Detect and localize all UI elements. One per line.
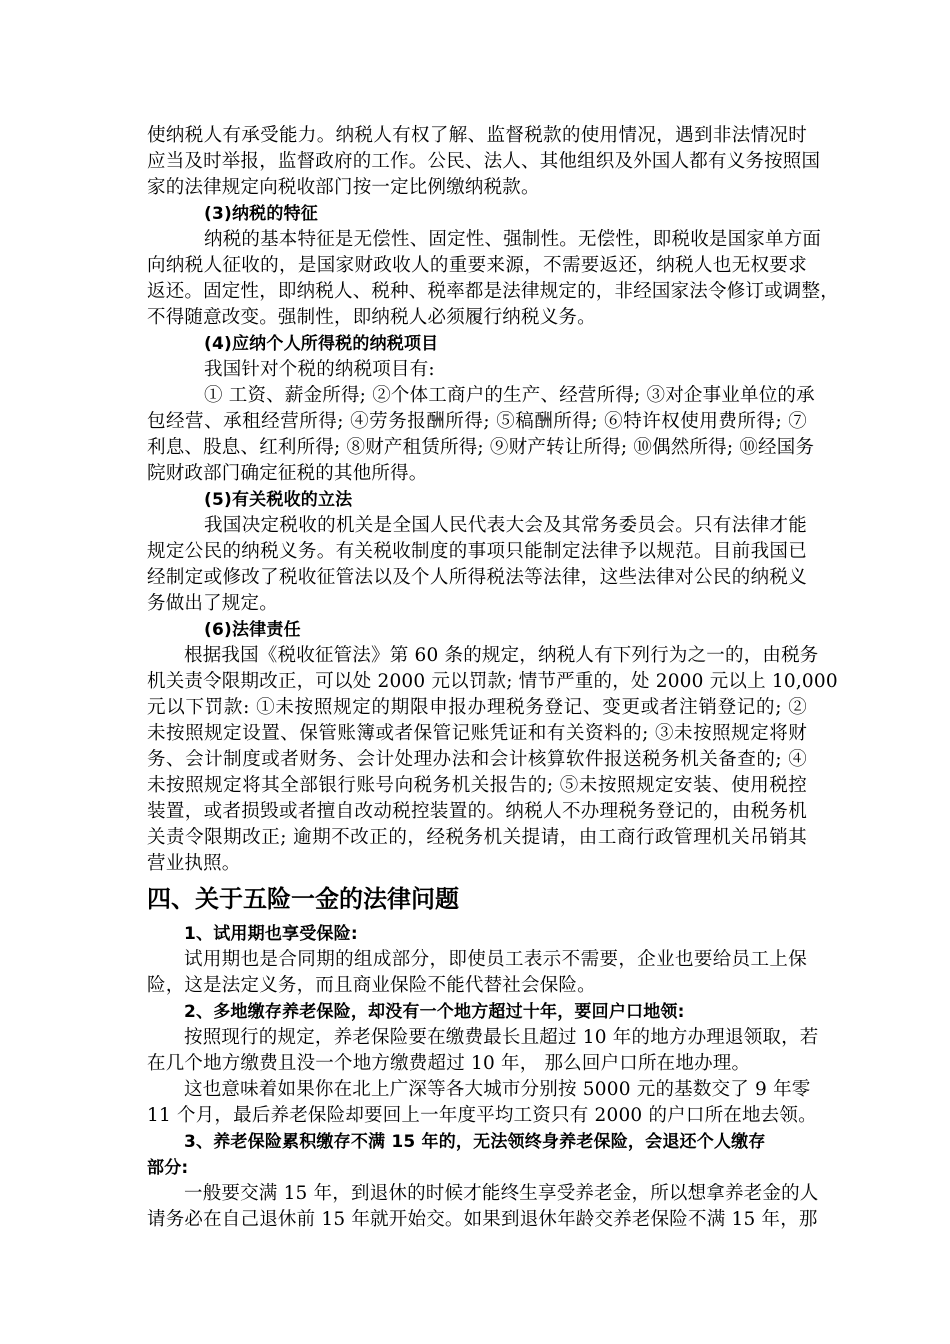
text-line: 院财政部门确定征税的其他所得。	[147, 463, 428, 484]
text-line: 我国针对个税的纳税项目有:	[204, 359, 435, 380]
subheading: 部分:	[147, 1158, 189, 1178]
text-line: 经制定或修改了税收征管法以及个人所得税法等法律，这些法律对公民的纳税义	[147, 567, 807, 588]
text-line: 在几个地方缴费且没一个地方缴费超过 10 年， 那么回户口所在地办理。	[147, 1053, 751, 1074]
text-line: 纳税的基本特征是无偿性、固定性、强制性。无偿性，即税收是国家单方面	[204, 229, 822, 250]
text-line: ① 工资、薪金所得; ②个体工商户的生产、经营所得; ③对企事业单位的承	[204, 385, 815, 406]
text-line: 试用期也是合同期的组成部分，即使员工表示不需要，企业也要给员工上保	[184, 949, 807, 970]
text-line: 我国决定税收的机关是全国人民代表大会及其常务委员会。只有法律才能	[204, 515, 807, 536]
text-line: 险，这是法定义务，而且商业保险不能代替社会保险。	[147, 975, 596, 996]
text-line: 使纳税人有承受能力。纳税人有权了解、监督税款的使用情况，遇到非法情况时	[147, 125, 807, 146]
text-line: 按照现行的规定，养老保险要在缴费最长且超过 10 年的地方办理退领取，若	[184, 1027, 819, 1048]
text-line: 向纳税人征收的，是国家财政收人的重要来源，不需要返还，纳税人也无权要求	[147, 255, 807, 276]
text-line: 关责令限期改正; 逾期不改正的，经税务机关提请，由工商行政管理机关吊销其	[147, 827, 807, 848]
text-line: 11 个月，最后养老保险却要回上一年度平均工资只有 2000 的户口所在地去领。	[147, 1105, 817, 1126]
text-line: 请务必在自己退休前 15 年就开始交。如果到退休年龄交养老保险不满 15 年，那	[147, 1209, 818, 1230]
text-line: 务做出了规定。	[147, 593, 278, 614]
text-line: 元以下罚款: ①未按照规定的期限申报办理税务登记、变更或者注销登记的; ②	[147, 697, 807, 718]
subheading: (4)应纳个人所得税的纳税项目	[204, 334, 439, 354]
text-line: 应当及时举报，监督政府的工作。公民、法人、其他组织及外国人都有义务按照国	[147, 151, 821, 172]
text-line: 不得随意改变。强制性，即纳税人必须履行纳税义务。	[147, 307, 596, 328]
text-line: 返还。固定性，即纳税人、税种、税率都是法律规定的，非经国家法令修订或调整，	[147, 281, 839, 302]
text-line: 营业执照。	[147, 853, 241, 874]
text-line: 根据我国《税收征管法》第 60 条的规定，纳税人有下列行为之一的，由税务	[184, 645, 819, 666]
subheading: 2、多地缴存养老保险，却没有一个地方超过十年，要回户口地领:	[184, 1002, 685, 1022]
text-line: 装置，或者损毁或者擅自改动税控装置的。纳税人不办理税务登记的，由税务机	[147, 801, 807, 822]
document-page	[147, 123, 839, 1233]
subheading: 1、试用期也享受保险:	[184, 924, 358, 944]
subheading: (5)有关税收的立法	[204, 490, 353, 510]
text-line: 务、会计制度或者财务、会计处理办法和会计核算软件报送税务机关备查的; ④	[147, 749, 807, 770]
subheading: (3)纳税的特征	[204, 204, 318, 224]
text-line: 这也意味着如果你在北上广深等各大城市分别按 5000 元的基数交了 9 年零	[184, 1079, 811, 1100]
text-line: 一般要交满 15 年，到退休的时候才能终生享受养老金，所以想拿养老金的人	[184, 1183, 819, 1204]
section-heading: 四、关于五险一金的法律问题	[147, 885, 459, 913]
text-line: 规定公民的纳税义务。有关税收制度的事项只能制定法律予以规范。目前我国已	[147, 541, 807, 562]
text-line: 未按照规定设置、保管账簿或者保管记账凭证和有关资料的; ③未按照规定将财	[147, 723, 807, 744]
text-line: 利息、股息、红利所得; ⑧财产租赁所得; ⑨财产转让所得; ⑩偶然所得; ⑩经国务	[147, 437, 815, 458]
text-line: 家的法律规定向税收部门按一定比例缴纳税款。	[147, 177, 540, 198]
text-line: 机关责令限期改正，可以处 2000 元以罚款; 情节严重的，处 2000 元以上 10,000	[147, 671, 838, 692]
text-line: 包经营、承租经营所得; ④劳务报酬所得; ⑤稿酬所得; ⑥特许权使用费所得; ⑦	[147, 411, 807, 432]
subheading: 3、养老保险累积缴存不满 15 年的，无法领终身养老保险，会退还个人缴存	[184, 1132, 766, 1152]
text-line: 未按照规定将其全部银行账号向税务机关报告的; ⑤未按照规定安装、使用税控	[147, 775, 807, 796]
subheading: (6)法律责任	[204, 620, 301, 640]
